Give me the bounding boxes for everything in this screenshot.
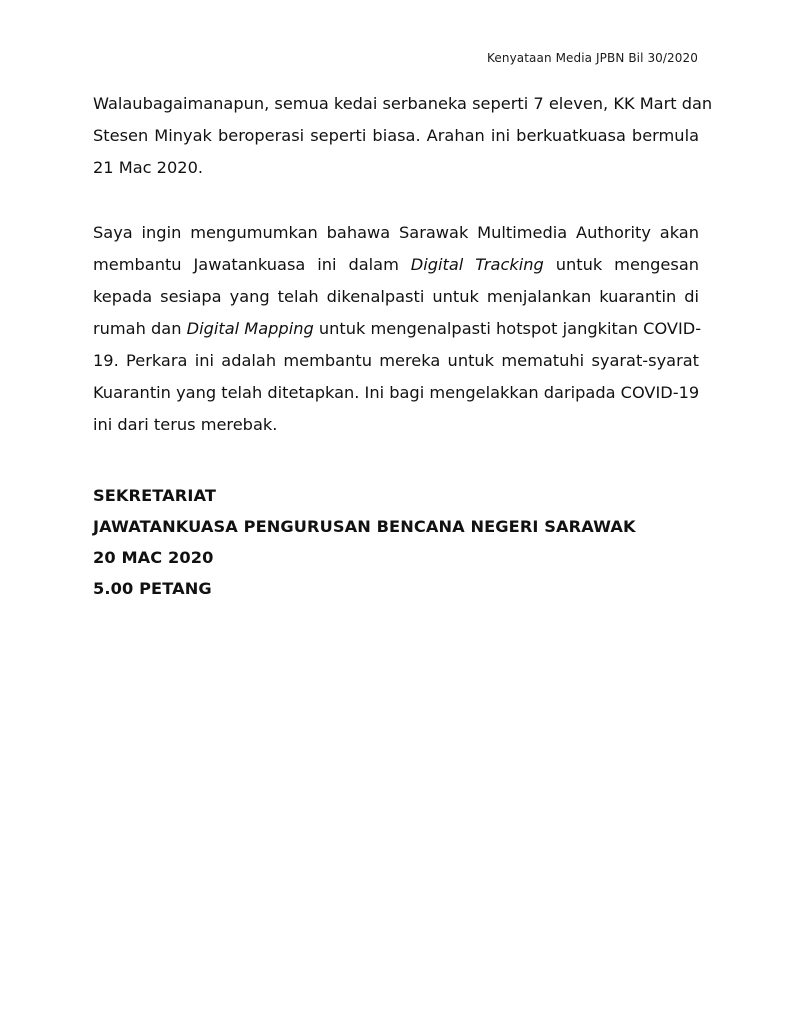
signature-committee: JAWATANKUASA PENGURUSAN BENCANA NEGERI SARAWAK [93,517,636,536]
paragraph-line: Walaubagaimanapun, semua kedai serbaneka seperti 7 eleven, KK Mart dan [93,94,713,113]
line-text: rumah dan [93,319,187,338]
line-text: untuk mengesan [543,255,700,274]
paragraph-line [93,313,702,345]
paragraph-line: Saya ingin mengumumkan bahawa Sarawak Multimedia Authority akan [93,223,699,242]
paragraph-line [93,249,699,281]
document-reference: Kenyataan Media JPBN Bil 30/2020 [487,51,698,65]
paragraph-line: ini dari terus merebak. [93,415,278,434]
paragraph-line: Stesen Minyak beroperasi seperti biasa. Arahan ini berkuatkuasa bermula [93,126,699,145]
document-body [93,88,713,441]
paragraph-line: kepada sesiapa yang telah dikenalpasti untuk menjalankan kuarantin di [93,287,699,306]
paragraph-line: 19. Perkara ini adalah membantu mereka untuk mematuhi syarat-syarat [93,351,699,370]
signature-block [93,480,636,604]
line-text: untuk mengenalpasti hotspot jangkitan COVID- [313,319,702,338]
paragraph-digital-tracking [93,217,702,441]
digital-tracking-term: Digital Tracking [410,255,544,274]
line-text: membantu Jawatankuasa ini dalam [93,255,411,274]
paragraph-line: Kuarantin yang telah ditetapkan. Ini bagi mengelakkan daripada COVID-19 [93,383,700,402]
paragraph-store-operations [93,88,713,184]
signature-date: 20 MAC 2020 [93,548,214,567]
signature-secretariat: SEKRETARIAT [93,486,216,505]
signature-time: 5.00 PETANG [93,579,212,598]
digital-mapping-term: Digital Mapping [186,319,314,338]
paragraph-line: 21 Mac 2020. [93,158,204,177]
